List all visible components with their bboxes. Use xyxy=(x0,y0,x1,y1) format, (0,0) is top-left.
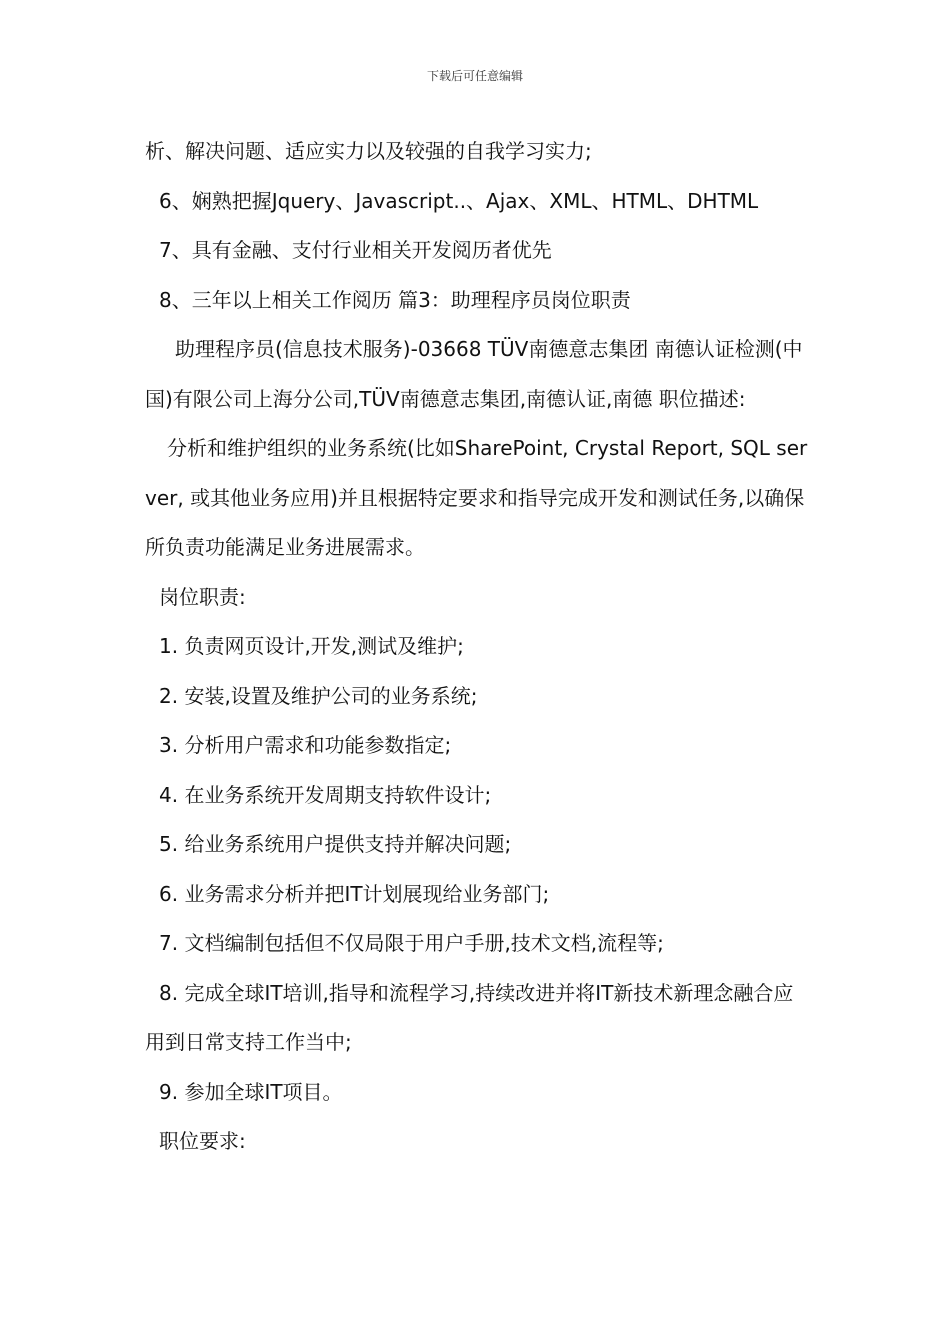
responsibility-item: 4. 在业务系统开发周期支持软件设计; xyxy=(159,782,492,807)
paragraph-continuation: 析、解决问题、适应实力以及较强的自我学习实力; xyxy=(145,139,592,163)
responsibility-item: 1. 负责网页设计,开发,测试及维护; xyxy=(159,634,464,658)
responsibility-item: 8. 完成全球IT培训,指导和流程学习,持续改进并将IT新技术新理念融合应用到日常支持工作当中; xyxy=(145,980,794,1054)
responsibility-item: 5. 给业务系统用户提供支持并解决问题; xyxy=(159,832,512,856)
list-item-8-experience: 8、三年以上相关工作阅历 篇3：助理程序员岗位职责 xyxy=(159,287,631,312)
list-item-7-industry: 7、具有金融、支付行业相关开发阅历者优先 xyxy=(159,238,552,262)
list-item-6-skills: 6、娴熟把握Jquery、Javascript..、Ajax、XML、HTML、DHTML xyxy=(159,188,759,213)
responsibility-item: 7. 文档编制包括但不仅局限于用户手册,技术文档,流程等; xyxy=(159,931,664,955)
job-title-paragraph: 助理程序员(信息技术服务)-03668 TÜV南德意志集团 南德认证检测(中国)有限公司上海分公司,TÜV南德意志集团,南德认证,南德 职位描述: xyxy=(145,337,803,411)
responsibility-item: 6. 业务需求分析并把IT计划展现给业务部门; xyxy=(159,881,550,906)
responsibility-item: 9. 参加全球IT项目。 xyxy=(159,1079,343,1104)
document-body xyxy=(145,127,808,1167)
responsibility-item: 3. 分析用户需求和功能参数指定; xyxy=(159,733,452,757)
page-header: 下载后可任意编辑 xyxy=(426,69,523,83)
responsibility-item: 2. 安装,设置及维护公司的业务系统; xyxy=(159,683,478,708)
job-description-paragraph: 分析和维护组织的业务系统(比如SharePoint, Crystal Report, SQL server, 或其他业务应用)并且根据特定要求和指导完成开发和测试任务,以确保所负责功能满足业务进展需求。 xyxy=(145,436,808,559)
section-heading-requirements: 职位要求: xyxy=(159,1129,246,1153)
section-heading-responsibilities: 岗位职责: xyxy=(159,584,246,609)
